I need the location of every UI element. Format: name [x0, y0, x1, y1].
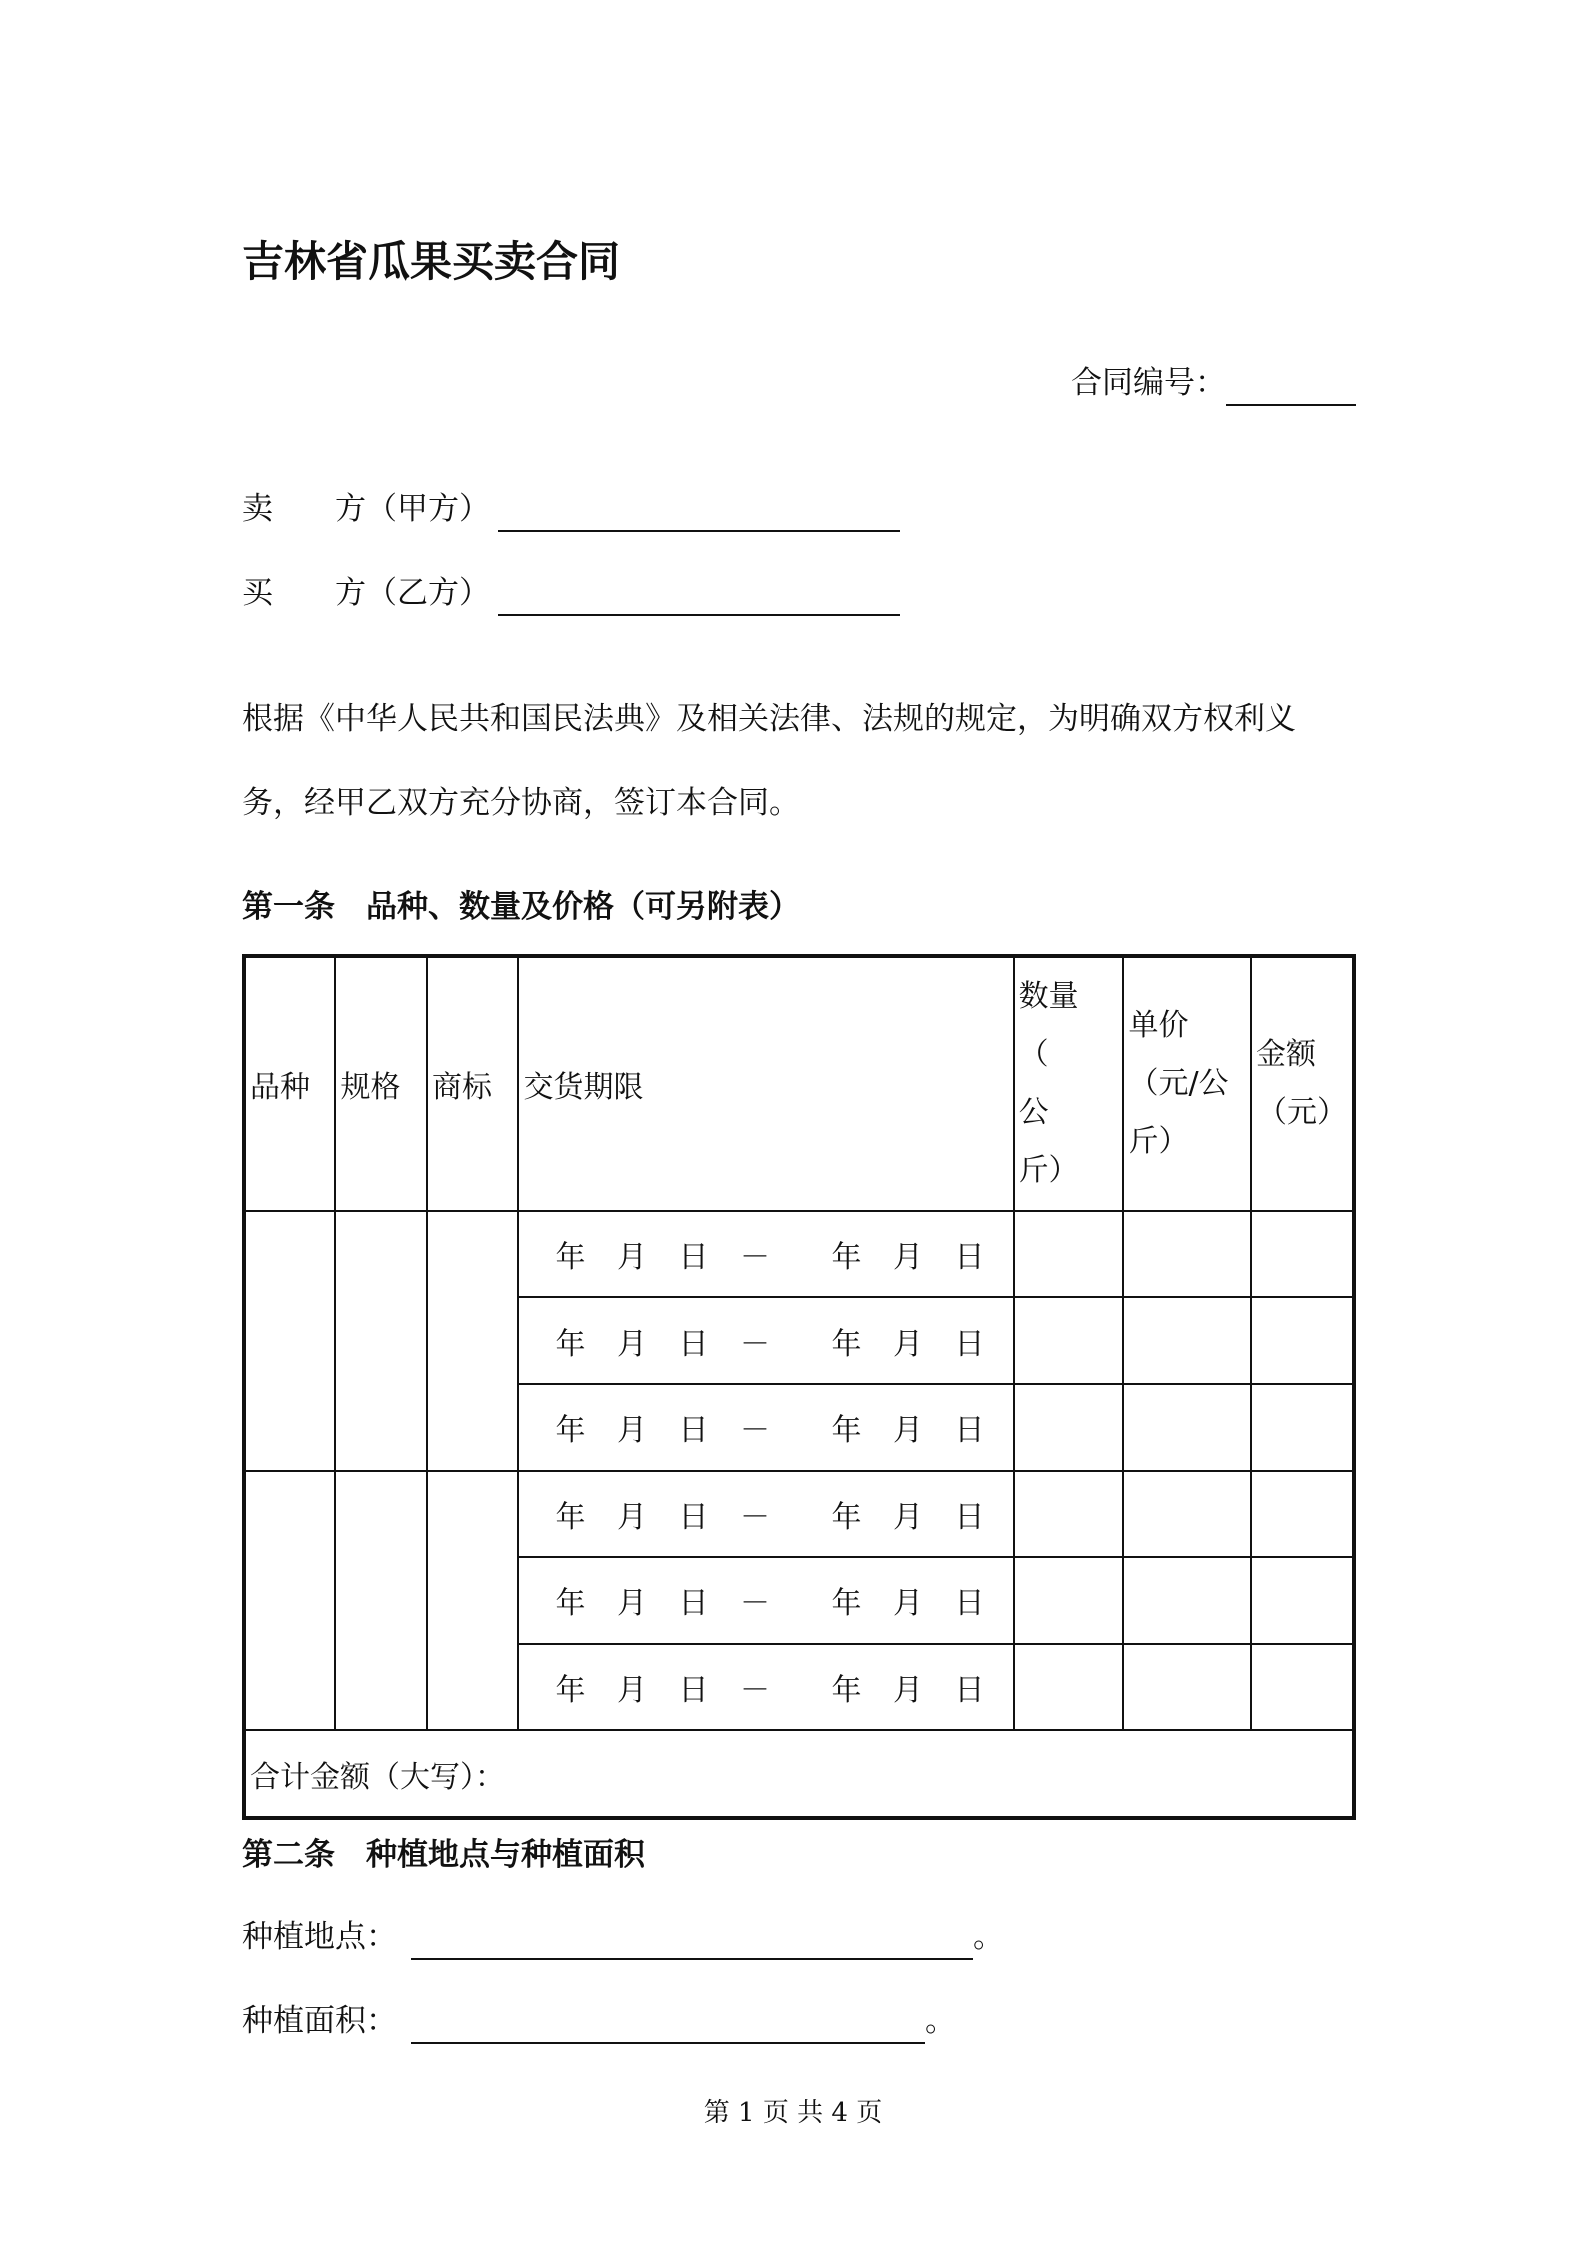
planting-area-label: 种植面积： — [242, 2003, 397, 2039]
delivery-period-cell[interactable]: 年 月 日 － 年 月 日 — [518, 1211, 1013, 1298]
header-quantity-line1: 数量 — [1018, 978, 1079, 1014]
delivery-period-cell[interactable]: 年 月 日 － 年 月 日 — [518, 1557, 1013, 1644]
amount-cell[interactable] — [1251, 1471, 1354, 1558]
seller-label: 方（甲方） — [335, 491, 490, 527]
unit-price-cell[interactable] — [1123, 1471, 1251, 1558]
document-title: 吉林省瓜果买卖合同 — [242, 237, 621, 286]
planting-area-period: 。 — [925, 2003, 956, 2039]
header-quantity-line3: 斤） — [1018, 1152, 1079, 1188]
spec-cell[interactable] — [335, 1211, 426, 1471]
header-amount-line2: （元） — [1256, 1094, 1347, 1130]
total-amount-cell[interactable] — [244, 1730, 1354, 1818]
unit-price-cell[interactable] — [1123, 1211, 1251, 1298]
header-price-line2: （元/公 — [1128, 1065, 1229, 1101]
header-quantity — [1014, 956, 1124, 1211]
header-price-line3: 斤） — [1128, 1123, 1189, 1159]
quantity-cell[interactable] — [1014, 1384, 1124, 1471]
quantity-cell[interactable] — [1014, 1471, 1124, 1558]
header-brand: 商标 — [427, 956, 518, 1211]
article-2-heading: 第二条 种植地点与种植面积 — [242, 1837, 645, 1873]
header-spec: 规格 — [335, 956, 426, 1211]
header-variety: 品种 — [244, 956, 335, 1211]
delivery-period-cell[interactable]: 年 月 日 － 年 月 日 — [518, 1384, 1013, 1471]
buyer-field — [242, 570, 900, 616]
buyer-label: 方（乙方） — [335, 575, 490, 611]
seller-field — [242, 486, 900, 532]
quantity-cell[interactable] — [1014, 1297, 1124, 1384]
delivery-period-cell[interactable]: 年 月 日 － 年 月 日 — [518, 1297, 1013, 1384]
amount-cell[interactable] — [1251, 1384, 1354, 1471]
quantity-cell[interactable] — [1014, 1644, 1124, 1731]
contract-number-blank[interactable] — [1226, 360, 1356, 406]
article-1-heading: 第一条 品种、数量及价格（可另附表） — [242, 889, 800, 925]
contract-number-label: 合同编号： — [1071, 365, 1226, 401]
variety-cell[interactable] — [244, 1211, 335, 1471]
header-amount — [1251, 956, 1354, 1211]
contract-number-field — [1071, 360, 1356, 406]
spec-cell[interactable] — [335, 1471, 426, 1731]
goods-table — [242, 954, 1356, 1820]
buyer-blank[interactable] — [498, 570, 900, 616]
planting-place-blank[interactable] — [411, 1914, 973, 1960]
delivery-period-cell[interactable]: 年 月 日 － 年 月 日 — [518, 1471, 1013, 1558]
quantity-cell[interactable] — [1014, 1557, 1124, 1644]
header-delivery: 交货期限 — [518, 956, 1013, 1211]
planting-place-field — [242, 1914, 1004, 1960]
unit-price-cell[interactable] — [1123, 1297, 1251, 1384]
unit-price-cell[interactable] — [1123, 1557, 1251, 1644]
total-amount-label: 合计金额（大写）： — [250, 1759, 505, 1795]
seller-blank[interactable] — [498, 486, 900, 532]
planting-place-period: 。 — [973, 1919, 1004, 1955]
variety-cell[interactable] — [244, 1471, 335, 1731]
unit-price-cell[interactable] — [1123, 1384, 1251, 1471]
planting-area-field — [242, 1998, 956, 2044]
buyer-label-char: 买 — [242, 575, 273, 611]
quantity-cell[interactable] — [1014, 1211, 1124, 1298]
table-row — [244, 1211, 1354, 1298]
table-row — [244, 1471, 1354, 1558]
amount-cell[interactable] — [1251, 1557, 1354, 1644]
total-row — [244, 1730, 1354, 1818]
planting-place-label: 种植地点： — [242, 1919, 397, 1955]
seller-label-char: 卖 — [242, 491, 273, 527]
page-footer: 第 1 页 共 4 页 — [703, 2098, 883, 2128]
header-amount-line1: 金额 — [1255, 1036, 1316, 1072]
header-quantity-line2: （ 公 — [1018, 1036, 1109, 1130]
amount-cell[interactable] — [1251, 1644, 1354, 1731]
brand-cell[interactable] — [427, 1211, 518, 1471]
intro-line-2: 务，经甲乙双方充分协商，签订本合同。 — [242, 785, 800, 821]
planting-area-blank[interactable] — [411, 1998, 925, 2044]
table-header-row — [244, 956, 1354, 1211]
brand-cell[interactable] — [427, 1471, 518, 1731]
amount-cell[interactable] — [1251, 1297, 1354, 1384]
amount-cell[interactable] — [1251, 1211, 1354, 1298]
unit-price-cell[interactable] — [1123, 1644, 1251, 1731]
header-unit-price — [1123, 956, 1251, 1211]
delivery-period-cell[interactable]: 年 月 日 － 年 月 日 — [518, 1644, 1013, 1731]
intro-line-1: 根据《中华人民共和国民法典》及相关法律、法规的规定，为明确双方权利义 — [242, 701, 1296, 737]
header-price-line1: 单价 — [1128, 1007, 1189, 1043]
